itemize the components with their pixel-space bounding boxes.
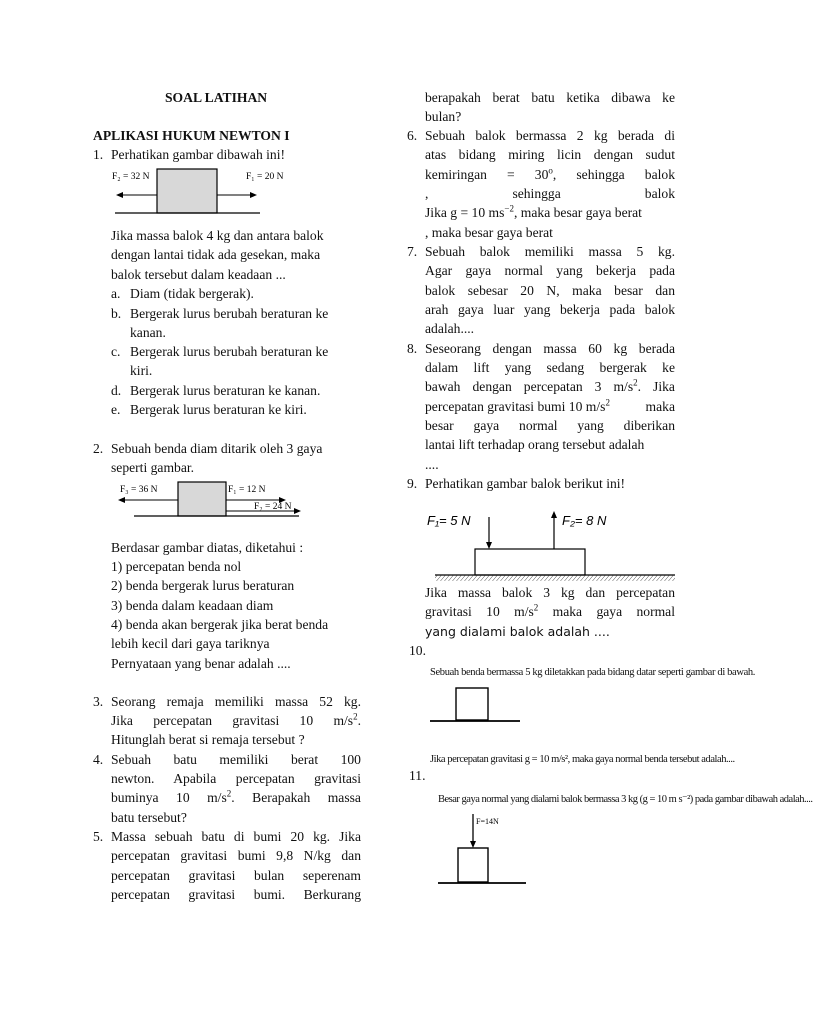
q5-line-2: percepatan gravitasi bumi 9,8 N/kg dan <box>111 848 361 863</box>
q5-line-1: Massa sebuah batu di bumi 20 kg. Jika <box>111 829 361 844</box>
q2-label-f2: F₂ = 24 N <box>254 502 292 512</box>
q8-line-2: dalam lift yang sedang bergerak ke <box>425 360 675 375</box>
q7-line-3: balok sebesar 20 N, maka besar dan <box>425 283 675 298</box>
q2-stem-2: seperti gambar. <box>111 460 195 475</box>
q4-line-1: Sebuah batu memiliki berat 100 <box>111 752 361 767</box>
q2-label-f1: F₁ = 12 N <box>228 485 266 495</box>
q8-line-5: besar gaya normal yang diberikan <box>425 418 675 433</box>
q1-opt-b-letter: b. <box>111 306 122 321</box>
q1-opt-c-letter: c. <box>111 344 121 359</box>
q8-line-3: bawah dengan percepatan 3 $m/s^2$. Jika <box>425 377 675 394</box>
q1-line-2: dengan lantai tidak ada gesekan, maka <box>111 247 321 262</box>
q9-label-f2: F₂= 8 N <box>562 513 607 528</box>
q2-statement-1: 1) percepatan benda nol <box>111 559 242 574</box>
q2-label-f3: F₃ = 36 N <box>120 485 158 495</box>
q1-opt-b-cont: kanan. <box>130 325 166 340</box>
q8-number: 8. <box>407 341 418 356</box>
q5-line-3: percepatan gravitasi bulan seperenam <box>111 868 361 883</box>
q1-opt-a-letter: a. <box>111 286 121 301</box>
q3-line-1: Seorang remaja memiliki massa 52 kg. <box>111 694 361 709</box>
q1-number: 1. <box>93 147 104 162</box>
q1-figure <box>110 165 284 217</box>
q2-question: Pernyataan yang benar adalah .... <box>111 656 291 671</box>
q11-figure <box>436 810 536 890</box>
q1-opt-c: Bergerak lurus berubah beraturan ke <box>130 344 329 359</box>
q4-line-4: batu tersebut? <box>111 810 187 825</box>
q2-statement-4-cont: lebih kecil dari gaya tariknya <box>111 636 270 651</box>
q10-bottom-text: Jika percepatan gravitasi g = 10 m/s², maka gaya normal benda tersebut adalah.... <box>430 754 735 765</box>
q2-statement-2: 2) benda bergerak lurus beraturan <box>111 578 295 593</box>
q10-top-text: Sebuah benda bermassa 5 kg diletakkan pada bidang datar seperti gambar di bawah. <box>430 667 756 678</box>
q9-line-3: yang dialami balok adalah .... <box>425 624 610 639</box>
q1-label-f2: F₂ = 32 N <box>112 172 150 182</box>
q3-number: 3. <box>93 694 104 709</box>
q2-intro: Berdasar gambar diatas, diketahui : <box>111 540 304 555</box>
q3-line-2: Jika percepatan gravitasi 10 $m/s^2$. <box>111 711 361 728</box>
q8-line-6: lantai lift terhadap orang tersebut adalah <box>425 437 645 452</box>
q7-line-2: Agar gaya normal yang bekerja pada <box>425 263 675 278</box>
q4-line-3: buminya 10 $m/s^2$. Berapakah massa <box>111 788 361 805</box>
q9-label-f1: F₁= 5 N <box>427 513 471 528</box>
q1-block <box>157 169 217 213</box>
q6-line-4: , sehingga balok <box>425 186 675 201</box>
q1-opt-d: Bergerak lurus beraturan ke kanan. <box>130 383 321 398</box>
section-title: APLIKASI HUKUM NEWTON I <box>93 128 290 143</box>
q9-line-2: gravitasi 10 $m/s^2$ maka gaya normal <box>425 602 675 619</box>
q6-line-3: kemiringan = 30$^o$, sehingga balok <box>425 165 675 182</box>
q1-opt-c-cont: kiri. <box>130 363 153 378</box>
q11-number: 11. <box>409 768 426 783</box>
q9-block <box>475 549 585 575</box>
q6-line-6: , maka besar gaya berat <box>425 225 553 240</box>
q11-top-text: Besar gaya normal yang dialami balok bermassa 3 kg (g = 10 m s⁻²) pada gambar dibawah adalah.... <box>438 794 813 805</box>
q6-line-2: atas bidang miring licin dengan sudut <box>425 147 675 162</box>
q6-line-1: Sebuah balok bermassa 2 kg berada di <box>425 128 675 143</box>
q5-number: 5. <box>93 829 104 844</box>
q9-stem: Perhatikan gambar balok berikut ini! <box>425 476 626 491</box>
q9-floor <box>435 575 675 581</box>
q10-block <box>456 688 488 720</box>
q9-figure <box>420 505 680 585</box>
q1-line-1: Jika massa balok 4 kg dan antara balok <box>111 228 324 243</box>
q8-line-1: Seseorang dengan massa 60 kg berada <box>425 341 675 356</box>
q1-opt-a: Diam (tidak bergerak). <box>130 286 254 301</box>
q1-line-3: balok tersebut dalam keadaan ... <box>111 267 286 282</box>
q10-figure <box>428 682 528 730</box>
q11-label-force: F=14N <box>476 817 499 826</box>
q4-number: 4. <box>93 752 104 767</box>
q6-line-5: Jika g = 10 $ms^{-2}$, maka besar gaya berat <box>425 203 642 220</box>
q1-opt-e-letter: e. <box>111 402 121 417</box>
q2-stem-1: Sebuah benda diam ditarik oleh 3 gaya <box>111 441 323 456</box>
q4-line-2: newton. Apabila percepatan gravitasi <box>111 771 361 786</box>
q8-line-7: .... <box>425 457 439 472</box>
q1-opt-e: Bergerak lurus beraturan ke kiri. <box>130 402 307 417</box>
q7-line-1: Sebuah balok memiliki massa 5 kg. <box>425 244 675 259</box>
q1-opt-d-letter: d. <box>111 383 122 398</box>
q7-line-4: arah gaya luar yang bekerja pada balok <box>425 302 675 317</box>
q3-line-3: Hitunglah berat si remaja tersebut ? <box>111 732 305 747</box>
q8-line-4: percepatan gravitasi bumi 10 $m/s^2$ maka <box>425 397 675 414</box>
q2-figure <box>114 478 304 522</box>
page-title: SOAL LATIHAN <box>165 90 268 105</box>
q9-line-1: Jika massa balok 3 kg dan percepatan <box>425 585 675 600</box>
q10-number: 10. <box>409 643 426 658</box>
q7-line-5: adalah.... <box>425 321 475 336</box>
q1-opt-b: Bergerak lurus berubah beraturan ke <box>130 306 329 321</box>
q9-number: 9. <box>407 476 418 491</box>
q2-statement-3: 3) benda dalam keadaan diam <box>111 598 274 613</box>
q2-statement-4: 4) benda akan bergerak jika berat benda <box>111 617 329 632</box>
q1-stem: Perhatikan gambar dibawah ini! <box>111 147 286 162</box>
q1-label-f1: F₁ = 20 N <box>246 172 284 182</box>
q5-line-4: percepatan gravitasi bumi. Berkurang <box>111 887 361 902</box>
q5-line-6: bulan? <box>425 109 462 124</box>
q2-number: 2. <box>93 441 104 456</box>
q2-block <box>178 482 226 516</box>
q5-line-5: berapakah berat batu ketika dibawa ke <box>425 90 675 105</box>
q11-block <box>458 848 488 882</box>
q7-number: 7. <box>407 244 418 259</box>
q6-number: 6. <box>407 128 418 143</box>
